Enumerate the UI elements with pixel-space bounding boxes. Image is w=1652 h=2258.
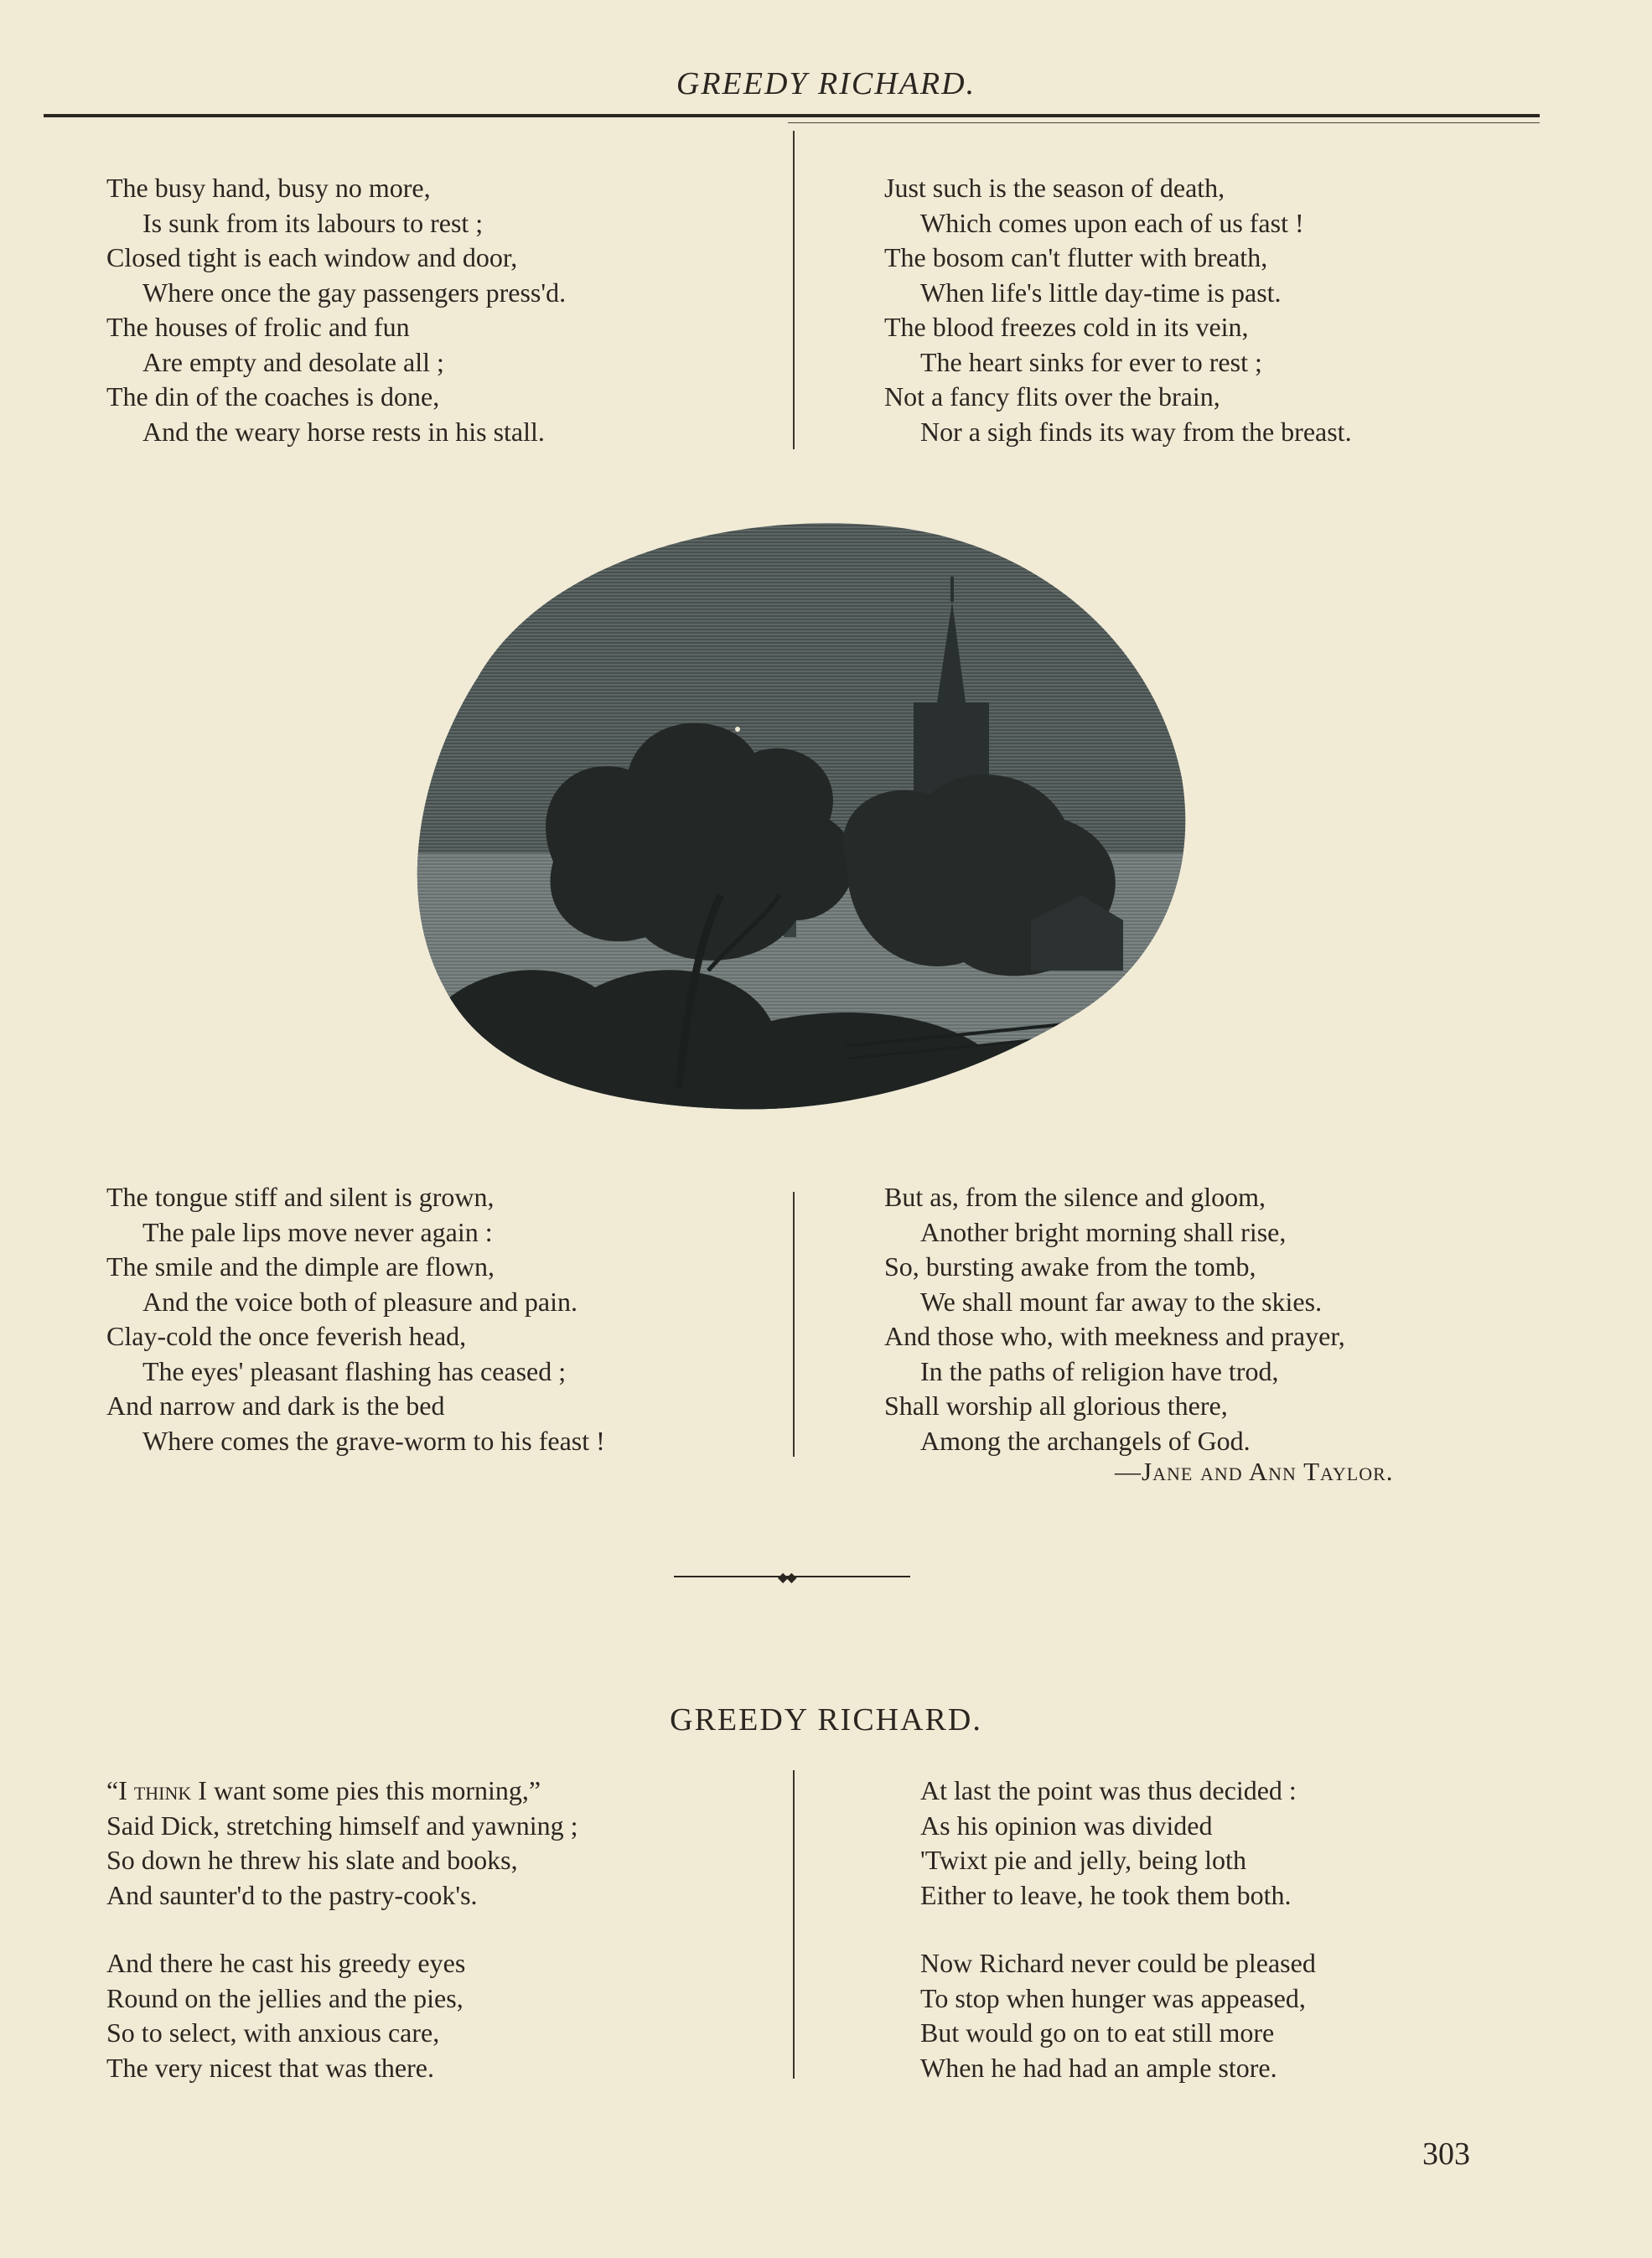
poem-right-column bbox=[920, 1774, 1316, 2085]
verse-line: The bosom can't flutter with breath, bbox=[884, 242, 1268, 272]
verse-line: To stop when hunger was appeased, bbox=[920, 1982, 1306, 2013]
verse-line: Just such is the season of death, bbox=[884, 173, 1225, 203]
verse-line: And saunter'd to the pastry-cook's. bbox=[106, 1879, 478, 1910]
verse-line: Among the archangels of God. bbox=[920, 1425, 1251, 1456]
verse-line: When he had had an ample store. bbox=[920, 2052, 1277, 2083]
verse-line: And narrow and dark is the bed bbox=[106, 1391, 445, 1421]
verse-line: Where comes the grave-worm to his feast ! bbox=[142, 1425, 605, 1456]
verse-line: The din of the coaches is done, bbox=[106, 381, 440, 412]
column-divider-top bbox=[793, 131, 795, 449]
verse-line: When life's little day-time is past. bbox=[920, 277, 1282, 308]
verse-line: Not a fancy flits over the brain, bbox=[884, 381, 1220, 412]
head-rule bbox=[44, 114, 1540, 117]
poem-left-column bbox=[106, 1774, 578, 2085]
verse-line: But as, from the silence and gloom, bbox=[884, 1182, 1266, 1212]
verse-line: So to select, with anxious care, bbox=[106, 2017, 440, 2048]
verse-line: At last the point was thus decided : bbox=[920, 1775, 1297, 1805]
verse-line: And there he cast his greedy eyes bbox=[106, 1948, 466, 1978]
verse-line: Closed tight is each window and door, bbox=[106, 242, 518, 272]
verse-line: The heart sinks for ever to rest ; bbox=[920, 346, 1262, 377]
page-number: 303 bbox=[1422, 2136, 1470, 2172]
poem-first-line bbox=[106, 1774, 578, 1809]
column-divider-bottom bbox=[793, 1770, 795, 2079]
verse-line: Another bright morning shall rise, bbox=[920, 1216, 1287, 1247]
moonlit-church-engraving bbox=[377, 501, 1199, 1121]
verse-line: Are empty and desolate all ; bbox=[142, 346, 444, 377]
verse-line: So, bursting awake from the tomb, bbox=[884, 1251, 1256, 1282]
opening-line-rest: I want some pies this morning,” bbox=[191, 1775, 541, 1805]
diamond-ornament-icon: ◆◆ bbox=[778, 1571, 795, 1585]
verse-line: Said Dick, stretching himself and yawning ; bbox=[106, 1810, 578, 1841]
verse-line: But would go on to eat still more bbox=[920, 2017, 1275, 2048]
verse-line: The tongue stiff and silent is grown, bbox=[106, 1182, 495, 1212]
verse-line: Where once the gay passengers press'd. bbox=[142, 277, 567, 308]
verse-line: Now Richard never could be pleased bbox=[920, 1948, 1316, 1978]
column-divider-middle bbox=[793, 1192, 795, 1457]
poem-title: GREEDY RICHARD. bbox=[670, 1702, 982, 1738]
verse-line: Shall worship all glorious there, bbox=[884, 1391, 1228, 1421]
verse-line: The eyes' pleasant flashing has ceased ; bbox=[142, 1355, 567, 1386]
verse-line: Either to leave, he took them both. bbox=[920, 1879, 1292, 1910]
verse-line: As his opinion was divided bbox=[920, 1810, 1213, 1841]
stanza-bottom-left bbox=[106, 1180, 605, 1458]
attribution: —Jane and Ann Taylor. bbox=[1115, 1457, 1394, 1486]
stanza-bottom-right bbox=[884, 1180, 1345, 1458]
verse-line: And the voice both of pleasure and pain. bbox=[142, 1286, 577, 1317]
verse-line: The houses of frolic and fun bbox=[106, 312, 410, 342]
verse-line: The smile and the dimple are flown, bbox=[106, 1251, 495, 1282]
verse-line: So down he threw his slate and books, bbox=[106, 1845, 518, 1875]
opening-small-caps: think bbox=[133, 1775, 192, 1805]
verse-line: The pale lips move never again : bbox=[142, 1216, 493, 1247]
verse-line: The busy hand, busy no more, bbox=[106, 173, 431, 203]
verse-line: We shall mount far away to the skies. bbox=[920, 1286, 1323, 1317]
opening-word: “I bbox=[106, 1775, 127, 1805]
verse-line: The very nicest that was there. bbox=[106, 2052, 434, 2083]
stanza-top-left bbox=[106, 171, 566, 449]
verse-line: And the weary horse rests in his stall. bbox=[142, 416, 545, 447]
verse-line: Nor a sigh finds its way from the breast. bbox=[920, 416, 1352, 447]
verse-line: Clay-cold the once feverish head, bbox=[106, 1321, 467, 1351]
verse-line: Is sunk from its labours to rest ; bbox=[142, 207, 484, 238]
stanza-top-right bbox=[884, 171, 1352, 449]
verse-line: In the paths of religion have trod, bbox=[920, 1355, 1279, 1386]
verse-line: Round on the jellies and the pies, bbox=[106, 1982, 463, 2013]
verse-line: 'Twixt pie and jelly, being loth bbox=[920, 1845, 1246, 1875]
verse-line: And those who, with meekness and prayer, bbox=[884, 1321, 1345, 1351]
head-rule-thin bbox=[788, 122, 1540, 123]
running-head: GREEDY RICHARD. bbox=[676, 66, 976, 101]
verse-line: Which comes upon each of us fast ! bbox=[920, 207, 1304, 238]
verse-line: The blood freezes cold in its vein, bbox=[884, 312, 1249, 342]
